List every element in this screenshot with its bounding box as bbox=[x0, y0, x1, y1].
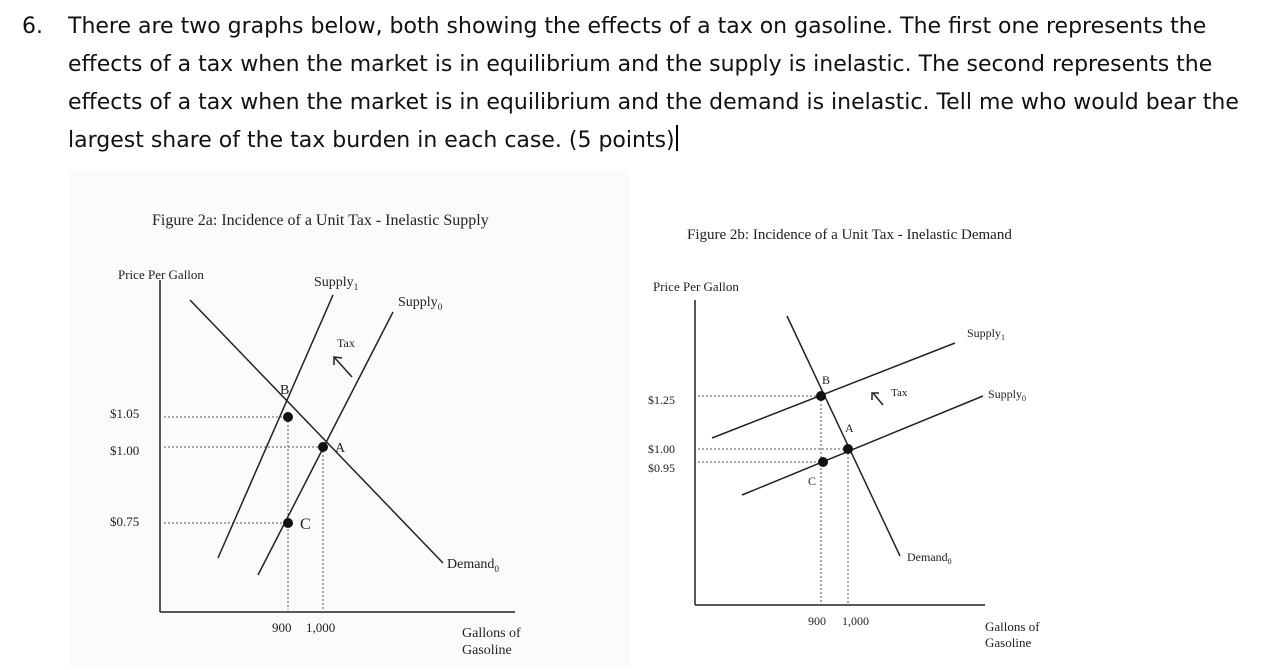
figure-2a-xlabel-line2: Gasoline bbox=[462, 643, 512, 658]
figure-2b-demand0-label bbox=[907, 550, 952, 566]
figure-2a-xlabel-line1: Gallons of bbox=[462, 626, 521, 641]
figure-2a-supply0-label bbox=[398, 295, 443, 312]
figure-2a-supply1-sub: 1 bbox=[353, 282, 359, 292]
figure-2b-supply1-sub: 1 bbox=[1001, 333, 1006, 342]
figure-2b-point-b bbox=[816, 391, 826, 401]
figure-2b-label-c: C bbox=[808, 474, 817, 488]
figure-2b bbox=[648, 227, 1040, 650]
figure-2b-demand0-name: Demand bbox=[907, 550, 948, 564]
figure-2b-xlabel-line2: Gasoline bbox=[985, 635, 1032, 650]
figure-2b-supply0-label bbox=[988, 387, 1026, 403]
figure-2b-supply0-sub: 0 bbox=[1022, 394, 1027, 403]
figure-2b-ytick-125: $1.25 bbox=[648, 393, 675, 407]
figure-2a-label-c: C bbox=[300, 516, 311, 533]
figure-2b-point-a bbox=[843, 444, 853, 454]
figure-2b-ylabel: Price Per Gallon bbox=[653, 279, 739, 294]
figure-2a-ytick-105: $1.05 bbox=[110, 406, 140, 421]
figure-2a-label-a: A bbox=[335, 441, 346, 456]
figure-2b-tax-arrow bbox=[873, 393, 883, 405]
figure-2b-xlabel-line1: Gallons of bbox=[985, 619, 1040, 634]
figure-2b-supply0-name: Supply bbox=[988, 387, 1023, 401]
question-text-content: There are two graphs below, both showing the effects of a tax on gasoline. The first one represents the effects of a tax when the market is in equilibrium and the supply is inelastic. The second represents the effects of a tax when the market is in equilibrium and the demand is inelastic. Tell me who would bear the largest share of the tax burden in each case. (5 points) bbox=[68, 14, 1239, 153]
figure-2a-title: Figure 2a: Incidence of a Unit Tax - Inelastic Supply bbox=[152, 212, 489, 229]
figure-2b-label-a: A bbox=[845, 421, 854, 435]
figure-2a-supply0-sub: 0 bbox=[437, 302, 443, 312]
figure-2a-xtick-900: 900 bbox=[272, 620, 292, 635]
figure-2a-demand0-sub: 0 bbox=[494, 564, 499, 574]
figure-2b-supply1-name: Supply bbox=[967, 326, 1002, 340]
figure-2b-demand0-line bbox=[787, 316, 900, 556]
figure-2b-xtick-1000: 1,000 bbox=[842, 614, 869, 628]
figure-2b-ytick-100: $1.00 bbox=[648, 442, 675, 456]
figure-2a-ytick-075: $0.75 bbox=[110, 514, 140, 529]
figure-2b-supply1-label bbox=[967, 326, 1005, 342]
figure-2b-supply1-line bbox=[712, 343, 955, 438]
figure-2a-supply0-name: Supply bbox=[398, 295, 438, 310]
figure-2a-xtick-1000: 1,000 bbox=[306, 620, 336, 635]
question-number: 6. bbox=[22, 14, 43, 39]
figure-2a-label-b: B bbox=[280, 383, 290, 398]
figure-2b-title: Figure 2b: Incidence of a Unit Tax - Inelastic Demand bbox=[687, 227, 1012, 243]
figure-2a-ylabel: Price Per Gallon bbox=[118, 267, 204, 282]
figure-2a-demand0-label bbox=[447, 557, 499, 574]
figure-2b-supply0-line bbox=[742, 396, 983, 495]
figure-2a-point-c bbox=[283, 518, 293, 528]
figure-2a-supply1-name: Supply bbox=[314, 275, 354, 290]
figure-2a-point-a bbox=[318, 442, 328, 452]
figure-2a-ytick-100: $1.00 bbox=[110, 443, 140, 458]
figure-2b-ytick-095: $0.95 bbox=[648, 461, 675, 475]
figure-2a-demand0-name: Demand bbox=[447, 557, 495, 572]
figure-2b-xtick-900: 900 bbox=[808, 614, 826, 628]
figure-2a-paper bbox=[70, 170, 630, 668]
figure-2a-point-b bbox=[283, 412, 293, 422]
figure-2b-tax-label: Tax bbox=[891, 387, 908, 399]
figure-2b-demand0-sub: 0 bbox=[947, 557, 952, 566]
figure-2a-tax-label: Tax bbox=[337, 336, 355, 350]
figure-2b-point-c bbox=[818, 457, 828, 467]
figure-2b-label-b: B bbox=[822, 373, 831, 387]
figure-2a-supply1-label bbox=[314, 275, 358, 292]
